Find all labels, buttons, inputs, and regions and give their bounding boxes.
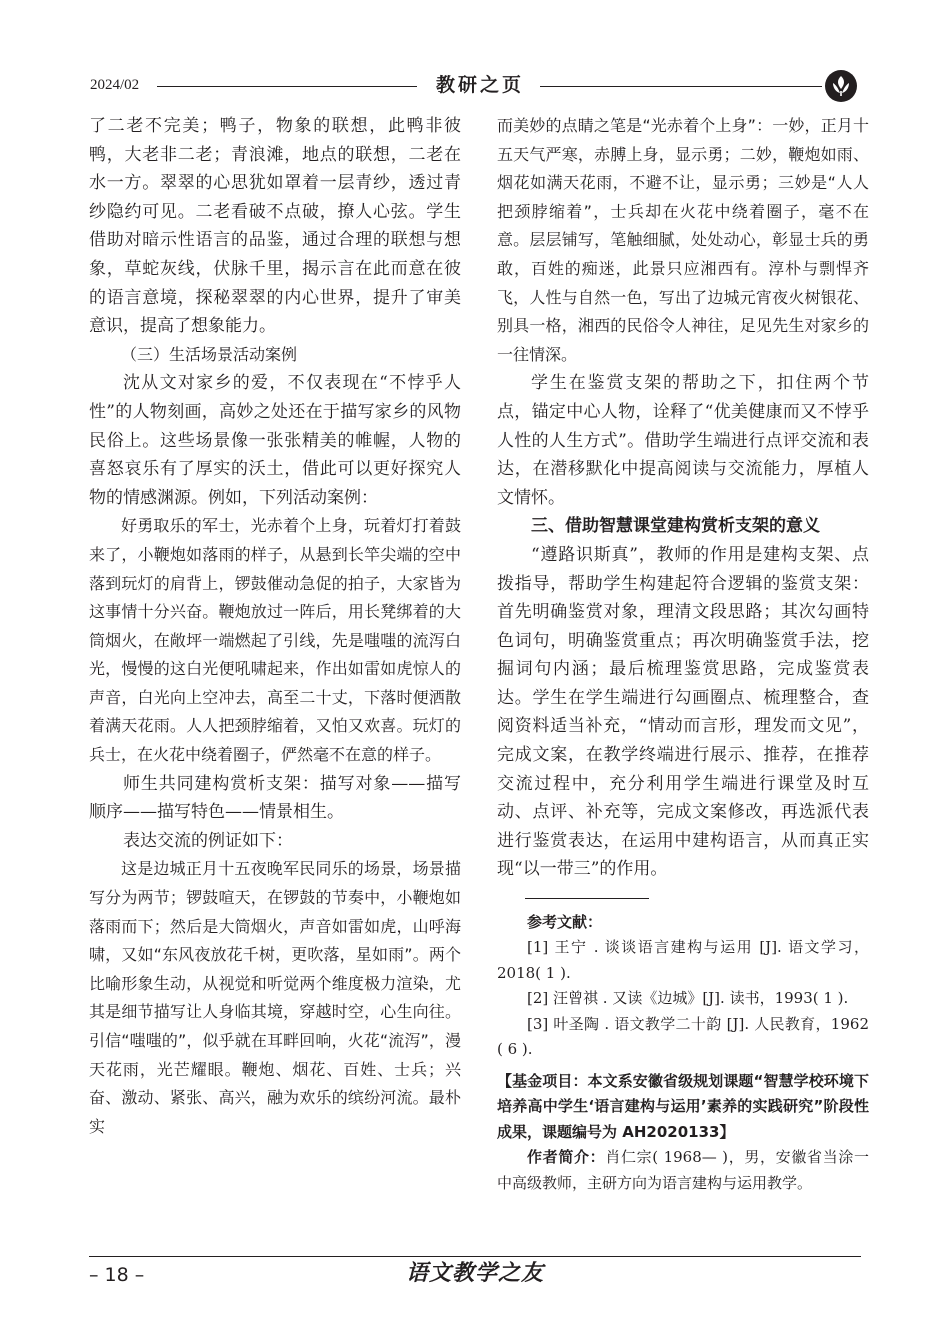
- column-title: 教研之页: [435, 74, 524, 96]
- flower-logo-icon: [824, 69, 858, 103]
- quoted-passage: 好勇取乐的军士，光赤着个上身，玩着灯打着鼓来了，小鞭炮如落雨的样子，从悬到长竿尖端的空中落到玩灯的肩背上，锣鼓催动急促的拍子，大家皆为这事情十分兴奋。鞭炮放过一阵后，用长凳绑着的大筒烟火，在敞坪一端燃起了引线，先是嗤嗤的流泻白光，慢慢的这白光便吼啸起来，作出如雷如虎惊人的声音，白光向上空冲去，高至二十丈，下落时便洒散着满天花雨。人人把颈脖缩着，又怕又欢喜。玩灯的兵士，在火花中绕着圈子，俨然毫不在意的样子。: [89, 516, 461, 765]
- journal-name: 语文教学之友: [405, 1260, 544, 1286]
- body-paragraph: 沈从文对家乡的爱，不仅表现在“不悖乎人性”的人物刻画，高妙之处还在于描写家乡的风物民俗上。这些场景像一张张精美的帷幄，人物的喜怒哀乐有了厚实的沃土，借此可以更好探究人物的情感渊源。例如，下列活动案例：: [89, 373, 461, 508]
- author-bio-label: 作者简介：: [527, 1148, 606, 1167]
- issue-date: 2024/02: [90, 77, 140, 93]
- reference-item: [2] 汪曾祺 . 又读《边城》[J]. 读书，1993( 1 ).: [527, 989, 849, 1008]
- page-number: – 18 –: [89, 1264, 145, 1286]
- quoted-passage-continued: 而美妙的点睛之笔是“光赤着个上身”：一妙，正月十五天气严寒，赤膊上身，显示勇；二妙，鞭炮如雨、烟花如满天花雨，不避不让，显示勇；三妙是“人人把颈脖缩着”，士兵却在火花中绕着圈子，毫不在意。层层铺写，笔触细腻，处处动心，彰显士兵的勇敢，百姓的痴迷，此景只应湘西有。淳朴与剽悍齐飞，人性与自然一色，写出了边城元宵夜火树银花、别具一格，湘西的民俗令人神往，足见先生对家乡的一往情深。: [497, 116, 869, 364]
- reference-item: [1] 王宁 . 谈谈语言建构与运用 [J]. 语文学习，2018( 1 ).: [497, 938, 869, 982]
- funding-note: 【基金项目：本文系安徽省级规划课题“智慧学校环境下培养高中学生‘语言建构与运用’素养的实践研究”阶段性成果，课题编号为 AH2020133】: [497, 1071, 869, 1141]
- author-bio: [497, 1145, 869, 1196]
- subheading-life-scenes: （三）生活场景活动案例: [121, 344, 298, 364]
- footer-rule: [89, 1256, 861, 1257]
- reference-item: [3] 叶圣陶 . 语文教学二十韵 [J]. 人民教育，1962 ( 6 ).: [497, 1014, 869, 1059]
- section-heading: 三、借助智慧课堂建构赏析支架的意义: [531, 516, 820, 537]
- right-column: [497, 112, 869, 1196]
- header-rule-right: [540, 86, 822, 87]
- body-paragraph: 表达交流的例证如下：: [123, 830, 293, 851]
- left-column: [89, 112, 461, 1141]
- body-paragraph: “遵路识斯真”，教师的作用是建构支架、点拨指导，帮助学生构建起符合逻辑的鉴赏支架：首先明确鉴赏对象，理清文段思路；其次勾画特色词句，明确鉴赏重点；再次明确鉴赏手法，挖掘词句内涵；最后梳理鉴赏思路，完成鉴赏表达。学生在学生端进行勾画圈点、梳理整合，查阅资料适当补充，“情动而言形，理发而文见”，完成文案，在教学终端进行展示、推荐，在推荐交流过程中，充分利用学生端进行课堂及时互动、点评、补充等，完成文案修改，再选派代表进行鉴赏表达，在运用中建构语言，从而真正实现“以一带三”的作用。: [497, 544, 869, 880]
- body-paragraph: 学生在鉴赏支架的帮助之下，扣住两个节点，锚定中心人物，诠释了“优美健康而又不悖乎人性的人生方式”。借助学生端进行点评交流和表达，在潜移默化中提高阅读与交流能力，厚植人文情怀。: [497, 373, 869, 508]
- references-divider: [525, 898, 649, 899]
- body-paragraph: 师生共同建构赏析支架：描写对象——描写顺序——描写特色——情景相生。: [89, 773, 461, 823]
- author-bio-text: 肖仁宗( 1968— )，男，安徽省当涂一中高级教师，主研方向为语言建构与运用教学。: [497, 1148, 869, 1192]
- body-paragraph: 了二老不完美；鸭子，物象的联想，此鸭非彼鸭，大老非二老；青浪滩，地点的联想，二老在水一方。翠翠的心思犹如罩着一层青纱，透过青纱隐约可见。二老看破不点破，撩人心弦。学生借助对暗示性语言的品鉴，通过合理的联想与想象，草蛇灰线，伏脉千里，揭示言在此而意在彼的语言意境，探秘翠翠的内心世界，提升了审美意识，提高了想象能力。: [89, 116, 461, 337]
- quoted-passage: 这是边城正月十五夜晚军民同乐的场景，场景描写分为两节；锣鼓喧天，在锣鼓的节奏中，小鞭炮如落雨而下；然后是大筒烟火，声音如雷如虎，山呼海啸，又如“东风夜放花千树，更吹落，星如雨”。两个比喻形象生动，从视觉和听觉两个维度极力渲染，尤其是细节描写让人身临其境，穿越时空，心生向往。引信“嗤嗤的”，似乎就在耳畔回响，火花“流泻”，漫天花雨，光芒耀眼。鞭炮、烟花、百姓、士兵；兴奋、激动、紧张、高兴，融为欢乐的缤纷河流。最朴实: [89, 859, 461, 1136]
- header-rule-left: [157, 86, 417, 87]
- references-heading: 参考文献：: [527, 913, 603, 932]
